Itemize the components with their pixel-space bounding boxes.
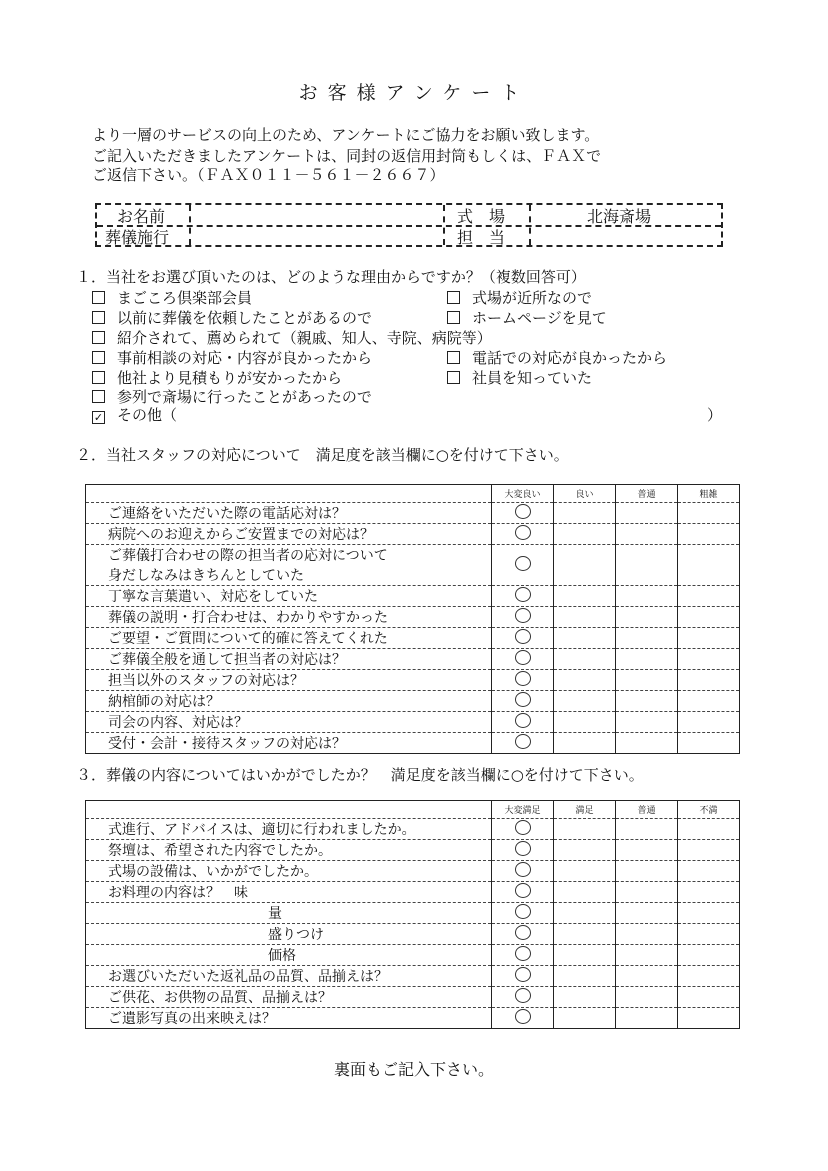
rating-cell[interactable] bbox=[678, 903, 740, 924]
rating-cell[interactable] bbox=[616, 819, 678, 840]
circle-mark-icon bbox=[515, 904, 531, 919]
q1-option bbox=[92, 327, 492, 348]
rating-cell[interactable] bbox=[616, 607, 678, 628]
rating-cell[interactable] bbox=[678, 1008, 740, 1029]
info-divider bbox=[189, 205, 191, 245]
info-divider bbox=[443, 205, 445, 245]
rating-cell[interactable] bbox=[554, 607, 616, 628]
survey-item-text: お選びいただいた返礼品の品質、品揃えは？ bbox=[108, 969, 388, 985]
column-header: 粗雑 bbox=[678, 485, 740, 503]
survey-item-text: ご要望・ご質問について的確に答えてくれた bbox=[108, 631, 388, 647]
rating-cell[interactable] bbox=[554, 945, 616, 966]
circle-mark-icon bbox=[515, 650, 531, 665]
table-row bbox=[86, 524, 740, 545]
rating-cell[interactable] bbox=[554, 840, 616, 861]
info-divider bbox=[529, 205, 531, 245]
survey-item-text: ご葬儀打合わせの際の担当者の応対について bbox=[108, 548, 388, 564]
rating-cell[interactable] bbox=[554, 524, 616, 545]
q1-option bbox=[447, 347, 667, 368]
rating-cell[interactable] bbox=[678, 586, 740, 607]
table-row bbox=[86, 586, 740, 607]
intro-line-3: ご返信下さい。（ＦＡＸ０１１－５６１－２６６７） bbox=[92, 166, 445, 184]
survey-item bbox=[86, 586, 492, 607]
table-row bbox=[86, 861, 740, 882]
checkbox[interactable] bbox=[447, 291, 460, 304]
rating-cell[interactable] bbox=[678, 712, 740, 733]
circle-mark-icon bbox=[515, 1009, 531, 1024]
checkbox[interactable] bbox=[92, 390, 105, 403]
rating-cell[interactable] bbox=[554, 691, 616, 712]
rating-cell[interactable] bbox=[678, 607, 740, 628]
circle-mark-icon bbox=[515, 713, 531, 728]
rating-cell[interactable] bbox=[678, 882, 740, 903]
rating-cell[interactable] bbox=[616, 987, 678, 1008]
footer-note: 裏面もご記入下さい。 bbox=[333, 1060, 494, 1079]
table-row bbox=[86, 945, 740, 966]
rating-cell[interactable] bbox=[554, 966, 616, 987]
rating-cell[interactable] bbox=[678, 924, 740, 945]
q1-option bbox=[447, 367, 592, 388]
circle-mark-icon bbox=[515, 862, 531, 877]
table-row bbox=[86, 966, 740, 987]
table-row bbox=[86, 712, 740, 733]
table-row bbox=[86, 670, 740, 691]
rating-cell[interactable] bbox=[678, 987, 740, 1008]
rating-cell[interactable] bbox=[616, 649, 678, 670]
rating-cell[interactable] bbox=[678, 649, 740, 670]
rating-cell[interactable] bbox=[678, 861, 740, 882]
rating-cell[interactable] bbox=[554, 882, 616, 903]
table-row bbox=[86, 649, 740, 670]
circle-mark-icon bbox=[515, 525, 531, 540]
rating-cell[interactable] bbox=[554, 712, 616, 733]
column-header: 普通 bbox=[616, 485, 678, 503]
table-row bbox=[86, 733, 740, 754]
rating-cell[interactable] bbox=[554, 545, 616, 586]
survey-item-text: 価格 bbox=[268, 948, 296, 964]
checkbox[interactable] bbox=[92, 311, 105, 324]
circle-mark-icon bbox=[515, 671, 531, 686]
table-row bbox=[86, 691, 740, 712]
rating-cell[interactable] bbox=[616, 903, 678, 924]
question-2: ２．当社スタッフの対応について 満足度を該当欄に○を付けて下さい。 bbox=[76, 446, 569, 464]
rating-cell[interactable] bbox=[616, 861, 678, 882]
circle-mark-icon bbox=[515, 883, 531, 898]
rating-cell[interactable] bbox=[678, 819, 740, 840]
rating-cell[interactable] bbox=[492, 945, 554, 966]
checkbox[interactable] bbox=[447, 311, 460, 324]
page-title: お客様アンケート bbox=[298, 82, 530, 104]
checkbox[interactable] bbox=[447, 371, 460, 384]
survey-item-text: 担当以外のスタッフの対応は？ bbox=[108, 673, 304, 689]
rating-cell[interactable] bbox=[492, 987, 554, 1008]
survey-item bbox=[86, 840, 492, 861]
circle-mark-icon bbox=[515, 988, 531, 1003]
table-row bbox=[86, 628, 740, 649]
survey-item bbox=[86, 733, 492, 754]
rating-cell[interactable] bbox=[554, 586, 616, 607]
table-header-item bbox=[86, 801, 492, 819]
rating-cell[interactable] bbox=[492, 545, 554, 586]
survey-item-text: ご供花、お供物の品質、品揃えは？ bbox=[108, 990, 332, 1006]
table-header-item bbox=[86, 485, 492, 503]
survey-item bbox=[86, 945, 492, 966]
rating-cell[interactable] bbox=[492, 924, 554, 945]
rating-cell[interactable] bbox=[616, 882, 678, 903]
circle-mark-icon bbox=[515, 734, 531, 749]
rating-cell[interactable] bbox=[492, 607, 554, 628]
survey-item-text: 盛りつけ bbox=[268, 927, 324, 943]
rating-cell[interactable] bbox=[554, 670, 616, 691]
rating-cell[interactable] bbox=[554, 1008, 616, 1029]
rating-cell[interactable] bbox=[616, 628, 678, 649]
column-header: 良い bbox=[554, 485, 616, 503]
table-row bbox=[86, 903, 740, 924]
column-header: 大変満足 bbox=[492, 801, 554, 819]
rating-cell[interactable] bbox=[492, 649, 554, 670]
circle-mark-icon bbox=[515, 556, 531, 571]
survey-item-text: 司会の内容、対応は？ bbox=[108, 715, 248, 731]
rating-cell[interactable] bbox=[678, 628, 740, 649]
survey-item bbox=[86, 903, 492, 924]
rating-cell[interactable] bbox=[492, 840, 554, 861]
rating-cell[interactable] bbox=[554, 649, 616, 670]
rating-cell[interactable] bbox=[554, 733, 616, 754]
survey-item-text: 式進行、アドバイスは、適切に行われましたか。 bbox=[108, 822, 416, 838]
rating-cell[interactable] bbox=[678, 691, 740, 712]
rating-cell[interactable] bbox=[554, 924, 616, 945]
rating-cell[interactable] bbox=[616, 545, 678, 586]
rating-cell[interactable] bbox=[678, 945, 740, 966]
rating-cell[interactable] bbox=[616, 670, 678, 691]
survey-item bbox=[86, 1008, 492, 1029]
table-row bbox=[86, 882, 740, 903]
circle-mark-icon bbox=[515, 946, 531, 961]
checkbox-checked[interactable]: ✓ bbox=[93, 411, 104, 424]
survey-item-text: 納棺師の対応は？ bbox=[108, 694, 220, 710]
table-row bbox=[86, 503, 740, 524]
survey-item-text: 量 bbox=[268, 906, 282, 922]
staff-survey-table bbox=[85, 484, 740, 754]
rating-cell[interactable] bbox=[492, 628, 554, 649]
funeral-label: 葬儀施行 bbox=[105, 228, 170, 247]
checkbox[interactable] bbox=[92, 371, 105, 384]
rating-cell[interactable] bbox=[554, 628, 616, 649]
survey-item bbox=[86, 861, 492, 882]
column-header: 大変良い bbox=[492, 485, 554, 503]
rating-cell[interactable] bbox=[492, 1008, 554, 1029]
survey-item-text: 葬儀の説明・打合わせは、わかりやすかった bbox=[108, 610, 388, 626]
table-row bbox=[86, 1008, 740, 1029]
rating-cell[interactable] bbox=[492, 524, 554, 545]
rating-cell[interactable] bbox=[678, 545, 740, 586]
funeral-survey-table bbox=[85, 800, 740, 1029]
table-row bbox=[86, 819, 740, 840]
rating-cell[interactable] bbox=[616, 840, 678, 861]
table-row bbox=[86, 924, 740, 945]
rating-cell[interactable] bbox=[616, 1008, 678, 1029]
rating-cell[interactable] bbox=[678, 503, 740, 524]
rating-cell[interactable] bbox=[678, 840, 740, 861]
rating-cell[interactable] bbox=[492, 882, 554, 903]
survey-item bbox=[86, 607, 492, 628]
survey-item bbox=[86, 524, 492, 545]
q1-option bbox=[92, 307, 372, 328]
rating-cell[interactable] bbox=[678, 670, 740, 691]
question-1: １．当社をお選び頂いたのは、どのような理由からですか？（複数回答可） bbox=[76, 268, 586, 286]
rating-cell[interactable] bbox=[492, 819, 554, 840]
customer-info-box bbox=[95, 203, 723, 247]
rating-cell[interactable] bbox=[616, 966, 678, 987]
rating-cell[interactable] bbox=[616, 924, 678, 945]
rating-cell[interactable] bbox=[616, 524, 678, 545]
q1-option bbox=[447, 307, 607, 328]
survey-item-text: 病院へのお迎えからご安置までの対応は？ bbox=[108, 527, 374, 543]
rating-cell[interactable] bbox=[554, 987, 616, 1008]
rating-cell[interactable] bbox=[492, 670, 554, 691]
staff-label: 担 当 bbox=[457, 228, 506, 247]
table-row bbox=[86, 987, 740, 1008]
other-close-paren: ） bbox=[707, 406, 723, 424]
rating-cell[interactable] bbox=[554, 903, 616, 924]
q1-option-label: 電話での対応が良かったから bbox=[472, 349, 668, 367]
q1-option-label: 事前相談の対応・内容が良かったから bbox=[117, 349, 373, 367]
survey-item bbox=[86, 712, 492, 733]
q1-option-label: 式場が近所なので bbox=[472, 289, 593, 307]
venue-label: 式 場 bbox=[457, 207, 506, 226]
table-row bbox=[86, 840, 740, 861]
circle-mark-icon bbox=[515, 692, 531, 707]
survey-item-text: 式場の設備は、いかがでしたか。 bbox=[108, 864, 318, 880]
circle-mark-icon bbox=[515, 587, 531, 602]
rating-cell[interactable] bbox=[616, 733, 678, 754]
rating-cell[interactable] bbox=[554, 503, 616, 524]
q1-option-label: 参列で斎場に行ったことがあったので bbox=[117, 388, 372, 406]
table-row bbox=[86, 545, 740, 586]
rating-cell[interactable] bbox=[492, 861, 554, 882]
rating-cell[interactable] bbox=[492, 903, 554, 924]
rating-cell[interactable] bbox=[678, 966, 740, 987]
q1-option-label: まごころ倶楽部会員 bbox=[117, 289, 253, 307]
q1-option bbox=[92, 287, 252, 308]
survey-item bbox=[86, 924, 492, 945]
name-label: お名前 bbox=[117, 207, 166, 226]
rating-cell[interactable] bbox=[492, 733, 554, 754]
q1-option-label: 以前に葬儀を依頼したことがあるので bbox=[117, 309, 373, 327]
survey-item-text: 祭壇は、希望された内容でしたか。 bbox=[108, 843, 332, 859]
circle-mark-icon bbox=[515, 608, 531, 623]
q1-option-label: ホームページを見て bbox=[472, 309, 607, 327]
survey-item-text: お料理の内容は？ 味 bbox=[108, 885, 248, 901]
circle-mark-icon bbox=[515, 967, 531, 982]
survey-item bbox=[86, 819, 492, 840]
circle-mark-icon bbox=[515, 820, 531, 835]
venue-value: 北海斎場 bbox=[587, 207, 652, 226]
survey-item-text: ご葬儀全般を通して担当者の対応は？ bbox=[108, 652, 346, 668]
rating-cell[interactable] bbox=[616, 691, 678, 712]
intro-line-2: ご記入いただきましたアンケートは、同封の返信用封筒もしくは、ＦＡＸで bbox=[92, 147, 602, 165]
checkbox[interactable] bbox=[92, 291, 105, 304]
survey-item bbox=[86, 691, 492, 712]
q1-option bbox=[92, 347, 372, 368]
checkbox[interactable] bbox=[447, 351, 460, 364]
column-header: 普通 bbox=[616, 801, 678, 819]
rating-cell[interactable] bbox=[554, 819, 616, 840]
survey-item-text: ご連絡をいただいた際の電話応対は？ bbox=[108, 506, 346, 522]
rating-cell[interactable] bbox=[492, 503, 554, 524]
survey-item bbox=[86, 628, 492, 649]
q1-option-label: その他（ bbox=[117, 406, 178, 424]
circle-mark-icon bbox=[515, 629, 531, 644]
q1-option bbox=[92, 367, 342, 388]
rating-cell[interactable] bbox=[492, 712, 554, 733]
circle-mark-icon bbox=[515, 925, 531, 940]
intro-line-1: より一層のサービスの向上のため、アンケートにご協力をお願い致します。 bbox=[92, 126, 600, 144]
q1-option-label: 他社より見積もりが安かったから bbox=[117, 369, 343, 387]
circle-mark-icon bbox=[515, 504, 531, 519]
survey-item-text: 丁寧な言葉遣い、対応をしていた bbox=[108, 589, 318, 605]
rating-cell[interactable] bbox=[492, 966, 554, 987]
rating-cell[interactable] bbox=[554, 861, 616, 882]
survey-item-text: 身だしなみはきちんとしていた bbox=[108, 568, 304, 584]
survey-item bbox=[86, 545, 492, 586]
survey-item-text: ご遺影写真の出来映えは？ bbox=[108, 1011, 276, 1027]
q1-option bbox=[447, 287, 592, 308]
table-row bbox=[86, 607, 740, 628]
survey-item bbox=[86, 987, 492, 1008]
q1-option-label: 社員を知っていた bbox=[472, 369, 593, 387]
rating-cell[interactable] bbox=[678, 733, 740, 754]
circle-mark-icon bbox=[515, 841, 531, 856]
survey-item bbox=[86, 966, 492, 987]
checkbox[interactable] bbox=[92, 331, 105, 344]
survey-item-text: 受付・会計・接待スタッフの対応は？ bbox=[108, 736, 346, 752]
rating-cell[interactable] bbox=[616, 712, 678, 733]
rating-cell[interactable] bbox=[678, 524, 740, 545]
q1-option-label: 紹介されて、薦められて（親戚、知人、寺院、病院等） bbox=[117, 329, 492, 347]
survey-item bbox=[86, 503, 492, 524]
column-header: 満足 bbox=[554, 801, 616, 819]
survey-item bbox=[86, 670, 492, 691]
rating-cell[interactable] bbox=[616, 503, 678, 524]
rating-cell[interactable] bbox=[616, 586, 678, 607]
rating-cell[interactable] bbox=[616, 945, 678, 966]
checkbox[interactable] bbox=[92, 351, 105, 364]
q1-option bbox=[92, 404, 177, 425]
survey-item bbox=[86, 649, 492, 670]
survey-item bbox=[86, 882, 492, 903]
rating-cell[interactable] bbox=[492, 691, 554, 712]
rating-cell[interactable] bbox=[492, 586, 554, 607]
column-header: 不満 bbox=[678, 801, 740, 819]
question-3: ３．葬儀の内容についてはいかがでしたか？ 満足度を該当欄に○を付けて下さい。 bbox=[76, 766, 644, 784]
